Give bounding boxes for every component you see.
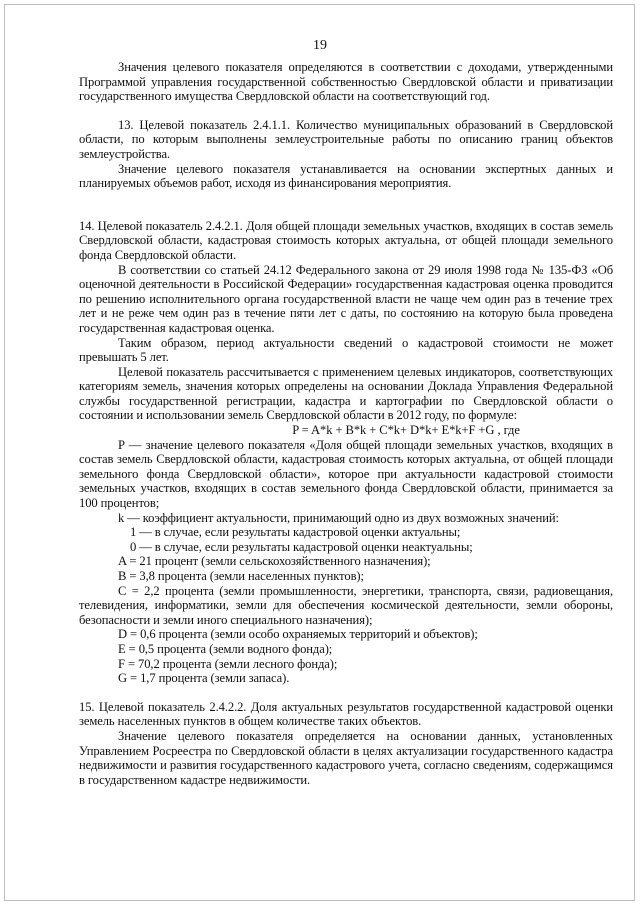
f-definition: F = 70,2 процента (земли лесного фонда); — [118, 656, 338, 671]
d-definition: D = 0,6 процента (земли особо охраняемых территорий и объектов); — [118, 627, 478, 642]
c-definition: C = 2,2 процента (земли промышленности, энергетики, транспорта, связи, радиовещания, телевидения, информатики, земли для обеспечения космической деятельности, земли обороны, безопасности и земли иного специального назначения); — [79, 583, 613, 627]
section-14-p-definition: P — значение целевого показателя «Доля общей площади земельных участков, входящих в состав земель Свердловской области, кадастровая стоимость которых актуальна, от общей площади земельного фонда Свердловской области», которое при актуальности кадастровой стоимости земельных участков, входящих в состав земельного фонда Свердловской области, принимается за 100 процентов; — [79, 437, 613, 511]
a-definition: A = 21 процент (земли сельскохозяйственного назначения); — [118, 554, 431, 569]
paragraph-revenue-indicator: Значения целевого показателя определяются в соответствии с доходами, утвержденными Программой управления государственной собственностью Свердловской области и приватизации государственного имущества Свердловской области на соответствующий год. — [79, 60, 613, 104]
e-definition: E = 0,5 процента (земли водного фонда); — [118, 641, 333, 656]
section-15-body: Значение целевого показателя определяется на основании данных, установленных Управлением Росреестра по Свердловской области в целях актуализации государственного кадастра недвижимости и развития государственного кадастрового учета, согласно сведениям, содержащимся в государственном кадастре недвижимости. — [79, 728, 613, 787]
section-14-period-paragraph: Таким образом, период актуальности сведений о кадастровой стоимости не может превышать 5 лет. — [79, 335, 613, 365]
section-14-title: 14. Целевой показатель 2.4.2.1. Доля общей площади земельных участков, входящих в состав земель Свердловской области, кадастровая стоимость которых актуальна, от общей площади земельного фонда Свердловской области. — [79, 218, 613, 262]
section-14-law-paragraph: В соответствии со статьей 24.12 Федерального закона от 29 июля 1998 года № 135-ФЗ «Об оценочной деятельности в Российской Федерации» государственная кадастровая оценка проводится по решению исполнительного органа государственной власти не чаще чем один раз в течение трех лет и не реже чем один раз в течение пяти лет с даты, по состоянию на которую была проведена государственная кадастровая оценка. — [79, 262, 613, 335]
section-13-title: 13. Целевой показатель 2.4.1.1. Количество муниципальных образований в Свердловской области, по которым выполнены землеустроительные работы по описанию границ объектов землеустройства. — [79, 117, 613, 161]
g-definition: G = 1,7 процента (земли запаса). — [118, 671, 290, 686]
k-value-0: 0 — в случае, если результаты кадастровой оценки неактуальны; — [130, 539, 473, 554]
section-14-calculation-paragraph: Целевой показатель рассчитывается с применением целевых индикаторов, соответствующих категориям земель, значения которых определены на основании Доклада Управления Федеральной службы государственной регистрации, кадастра и картографии по Свердловской области о состоянии и использовании земель Свердловской области в 2012 году, по формуле: — [79, 364, 613, 423]
formula: P = A*k + B*k + C*k+ D*k+ E*k+F +G , где — [292, 423, 520, 438]
k-definition: k — коэффициент актуальности, принимающий одно из двух возможных значений: — [118, 510, 559, 525]
b-definition: B = 3,8 процента (земли населенных пунктов); — [118, 569, 364, 583]
section-15-title: 15. Целевой показатель 2.4.2.2. Доля актуальных результатов государственной кадастровой оценки земель населенных пунктов в общем количестве таких объектов. — [79, 699, 613, 729]
section-13-body: Значение целевого показателя устанавливается на основании экспертных данных и планируемых объемов работ, исходя из финансирования мероприятия. — [79, 161, 613, 191]
document-body — [79, 60, 613, 787]
k-value-1: 1 — в случае, если результаты кадастровой оценки актуальны; — [130, 525, 461, 540]
page-number: 19 — [313, 38, 327, 53]
